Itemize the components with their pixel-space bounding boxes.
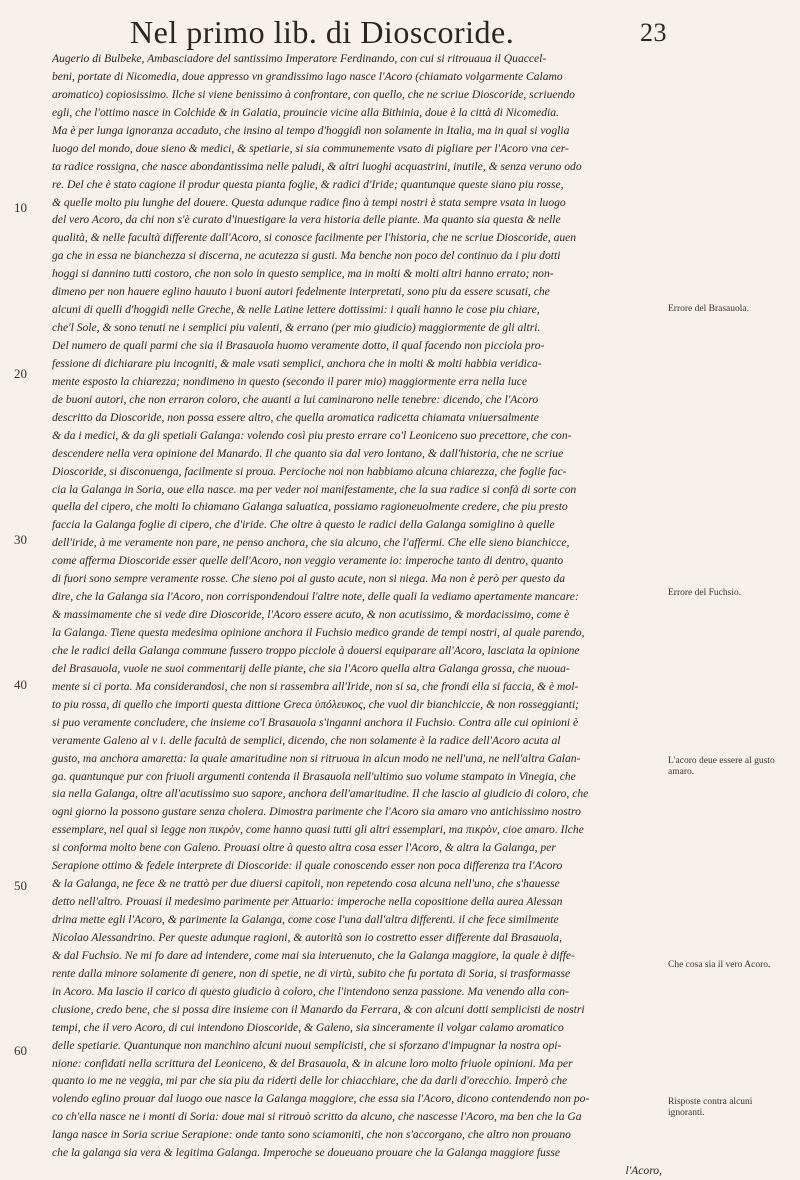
text-line: detto nell'altro. Prouasi il medesimo parimente per Attuario: imperoche nella copositione della aurea Alessan	[52, 895, 563, 909]
text-line: re. Del che è stato cagione il produr questa pianta foglie, & radici d'Iride; quantunque queste siano piu rosse,	[52, 177, 564, 191]
line-number: 20	[14, 366, 27, 381]
text-line: Dioscoride, si disconuenga, facilmente si proua. Percioche noi non habbiamo alcuna chiarezza, che foglie fac-	[52, 464, 567, 478]
text-line: nione: confidati nella scrittura del Leoniceno, & del Brasauola, & in alcune loro molto friuole opinioni. Ma per	[52, 1056, 573, 1070]
text-line: to piu rossa, di quello che importi questa dittione Greca ὑπόλευκος, che vuol dir bianchiccie, & non rosseggianti;	[52, 697, 580, 711]
page-title: Nel primo lib. di Dioscoride.	[130, 14, 515, 50]
text-line: volendo eglino prouar dal luogo oue nasce la Galanga maggiore, che essa sia l'Acoro, dicono contendendo non po-	[52, 1092, 590, 1106]
text-line: descritto da Dioscoride, non possa essere altro, che quella aromatica radicetta chiamata vniuersalmente	[52, 410, 539, 424]
text-line: del vero Acoro, da chi non s'è curato d'inuestigare la vera historia delle piante. Ma quanto sia questa & nelle	[52, 213, 561, 227]
text-line: la Galanga. Tiene questa medesima opinione anchora il Fuchsio medico grande de tempi nostri, al quale parendo,	[52, 626, 585, 639]
text-line: quella del cipero, che molti lo chiamano Galanga saluatica, possiamo ragioneuolmente credere, che piu presto	[52, 500, 568, 514]
text-line: mente si ci porta. Ma considerandosi, che non si rassembra all'Iride, non si sa, che frondi ella si faccia, & è mol-	[52, 679, 579, 693]
line-number: 30	[14, 532, 27, 547]
text-line: Del numero de quali parmi che sia il Brasauola huomo veramente dotto, il qual facendo non picciola pro-	[52, 339, 545, 352]
text-line: ga. quantunque pur con friuoli argumenti contenda il Brasauola nell'ultimo suo volume stampato in Vinegia, che	[52, 769, 576, 783]
text-line: Augerio di Bulbeke, Ambasciadore del santissimo Imperatore Ferdinando, con cui si ritrouaua il Quaccel-	[52, 52, 547, 65]
text-line: & da i medici, & da gli spetiali Galanga: volendo così piu presto errare co'l Leoniceno suo precettore, che con-	[52, 428, 572, 442]
text-line: aromatico) copiosissimo. Ilche si viene benissimo à confrontare, con quello, che ne scriue Dioscoride, scriuendo	[52, 87, 575, 101]
margin-note: Errore del Fuchsio.	[668, 588, 742, 598]
text-line: descendere nella vera opinione del Manardo. Il che quanto sia dal vero lontano, & dall'historia, che ne scriue	[52, 446, 564, 460]
text-line: & quelle molto piu lunghe del douere. Questa adunque radice fino à tempi nostri è stata sempre vsata in luogo	[52, 195, 566, 209]
text-line: egli, che l'ottimo nasce in Colchide & in Galatia, prouincie vicine alla Bithinia, doue è la città di Nicomedia.	[52, 105, 559, 119]
running-header	[130, 14, 730, 50]
text-line: in Acoro. Ma lascio il carico di questo giudicio à coloro, che l'intendono senza passione. Ma venendo alla con-	[52, 984, 569, 998]
text-line: quanto io me ne veggia, mi par che sia piu da riderti delle lor chiacchiare, che da darli d'orecchio. Imperò che	[52, 1074, 568, 1088]
page-number: 23	[640, 18, 667, 47]
text-line: ta radice rossigna, che nasce abondantissima nelle paludi, & altri luoghi acquastrini, inutile, & senza veruno odo	[52, 159, 582, 173]
text-line: ogni giorno la possono gustare senza cholera. Dimostra parimente che l'Acoro sia amaro vno antichissimo nostro	[52, 805, 581, 819]
text-line: dire, che la Galanga sia l'Acoro, non corrispondendoui l'altre note, delle quali la vediamo apertamente mancare:	[52, 590, 579, 604]
text-line: si conforma molto bene con Galeno. Prouasi oltre à questo altra cosa esser l'Acoro, & altra la Galanga, per	[52, 841, 556, 855]
text-line: del Brasauola, vuole ne suoi commentarij delle piante, che sia l'Acoro quella altra Galanga grossa, che nuoua-	[52, 661, 570, 675]
text-line: che'l Sole, & sono tenuti ne i semplici piu valenti, & errano (per mio giudicio) maggiormente de gli altri.	[52, 321, 541, 335]
text-line: clusione, credo bene, che si possa dire insieme con il Manardo da Ferrara, & con alcuni dotti semplicisti de nostri	[52, 1002, 585, 1016]
text-line: mente esposto la chiarezza; nondimeno in questo (secondo il parer mio) maggiormente erra nella luce	[52, 374, 528, 388]
text-line: & massimamente che si vede dire Dioscoride, l'Acoro essere acuto, & non acutissimo, & mordacissimo, come è	[52, 608, 570, 622]
text-line: dell'iride, à me veramente non pare, ne penso anchora, che sia alcuno, che l'affermi. Che elle sieno bianchicce,	[52, 536, 570, 550]
text-line: co ch'ella nasce ne i monti di Soria: doue mai si ritrouò scritto da alcuno, che nascesse l'Acoro, ma ben che la Ga	[52, 1110, 582, 1124]
text-line: faccia la Galanga foglie di cipero, che d'iride. Che oltre à questo le radici della Galanga somiglino à quelle	[52, 518, 555, 532]
line-number: 10	[14, 200, 27, 215]
text-line: che le radici della Galanga commune fussero troppo picciole à douersi equiparare all'Acoro, lasciata la opinione	[52, 643, 580, 657]
text-line: tempi, che il vero Acoro, di cui intendono Dioscoride, & Galeno, sia sinceramente il volgar calamo aromatico	[52, 1020, 564, 1034]
text-line: veramente Galeno al v i. delle facultà de semplici, dicendo, che non solamente è la radice dell'Acoro acuta al	[52, 733, 561, 747]
text-line: Nicolao Alessandrino. Per queste adunque ragioni, & autorità son io costretto esser differente dal Brasauola,	[52, 930, 562, 944]
text-line: essemplare, nel qual si legge non πικρὸν, come hanno quasi tutti gli altri essemplari, ma πικρὸν, cioe amaro. Ilche	[52, 823, 584, 837]
text-line: drina mette egli l'Acoro, & parimente la Galanga, come cose l'una dall'altra differenti. il che fece similmente	[52, 913, 559, 926]
margin-note: Risposte contra alcuni ignoranti.	[668, 1097, 753, 1118]
text-line: si puo veramente concludere, che insieme co'l Brasauola s'inganni anchora il Fuchsio. Contra alle cui opinioni è	[52, 715, 579, 729]
text-line: fessione di dichiarare piu incogniti, & male vsati semplici, anchora che in molti & molti habbia veridica-	[52, 356, 542, 370]
text-line: langa nasce in Soria scriue Serapione: onde tanto sono sciamoniti, che non s'accorgano, che altro non prouano	[52, 1128, 571, 1142]
text-line: che la galanga sia vera & legitima Galanga. Imperoche se doueuano prouare che la Galanga maggiore fusse	[52, 1146, 561, 1160]
text-line: sia nella Galanga, oltre all'acutissimo suo sapore, anchora dell'amaritudine. Il che lascio al giudicio di coloro, che	[52, 787, 589, 801]
text-line: dimeno per non hauere eglino hauuto i buoni autori fedelmente interpretati, sono piu da essere scusati, che	[52, 285, 550, 299]
line-number: 60	[14, 1043, 27, 1058]
text-line: rente dalla minore solamente di genere, non di spetie, ne di virtù, subito che fu portata di Soria, si trasformasse	[52, 966, 571, 980]
text-line: di fuori sono sempre veramente rosse. Che sieno poi al gusto acute, non si niega. Ma non è però per questo da	[52, 572, 566, 586]
text-line: l'Acoro,	[625, 1164, 662, 1178]
text-line: Serapione ottimo & fedele interprete di Dioscoride: il quale conoscendo esser non poca differenza tra l'Acoro	[52, 859, 563, 873]
text-line: gusto, ma anchora amaretta: la quale amaritudine non si ritruoua in alcun modo ne nell'una, ne nell'altra Galan-	[52, 751, 581, 765]
margin-note: Che cosa sia il vero Acoro.	[668, 960, 771, 970]
line-number: 50	[14, 878, 27, 893]
text-line: delle spetiarie. Quantunque non manchino alcuni nuoui semplicisti, che si sforzano d'impugnar la nostra opi-	[52, 1038, 562, 1052]
text-line: qualità, & nelle facultà differente dall'Acoro, si conosce facilmente per l'historia, che ne scriue Dioscoride, auen	[52, 231, 577, 245]
text-line: cia la Galanga in Soria, oue ella nasce. ma per veder noi manifestamente, che la sua radice si confà di sorte con	[52, 482, 577, 496]
margin-note: L'acoro deue essere al gusto amaro.	[668, 756, 775, 777]
text-line: ga che in essa ne bianchezza si discerna, ne acutezza si gusti. Ma benche non poco del continuo da i piu dotti	[52, 249, 561, 263]
text-line: come afferma Dioscoride esser quelle dell'Acoro, non veggio veramente io: imperoche tanto di dentro, quanto	[52, 554, 564, 568]
text-line: luogo del mondo, doue sieno & medici, & spetiarie, si sia communemente vsato di pigliare per l'Acoro vna cer-	[52, 141, 569, 155]
main-text-block	[52, 50, 662, 1180]
text-line: Ma è per lunga ignoranza accaduto, che insino al tempo d'hoggidì non solamente in Italia, ma in qual si voglia	[52, 123, 570, 137]
text-line: beni, portate di Nicomedia, doue appresso vn grandissimo lago nasce l'Acoro (chiamato volgarmente Calamo	[52, 69, 563, 83]
line-number: 40	[14, 677, 27, 692]
text-line: alcuni di quelli d'hoggidì nelle Greche, & nelle Latine lettere dottissimi: i quali hanno le cose piu chiare,	[52, 303, 540, 317]
text-line: & la Galanga, ne fece & ne trattò per due diuersi capitoli, non repetendo cosa alcuna nell'uno, che s'hauesse	[52, 877, 560, 891]
margin-note: Errore del Brasauola.	[668, 304, 749, 314]
text-line: & dal Fuchsio. Ne mi fo dare ad intendere, come mai sia interuenuto, che la Galanga maggiore, la quale è diffe-	[52, 948, 575, 962]
text-line: de buoni autori, che non erraron coloro, che auanti a lui caminarono nelle tenebre: dicendo, che l'Acoro	[52, 392, 539, 406]
text-line: hoggi si dannino tutti costoro, che non solo in questo semplice, ma in molti & molti altri hanno errato; non-	[52, 267, 554, 281]
